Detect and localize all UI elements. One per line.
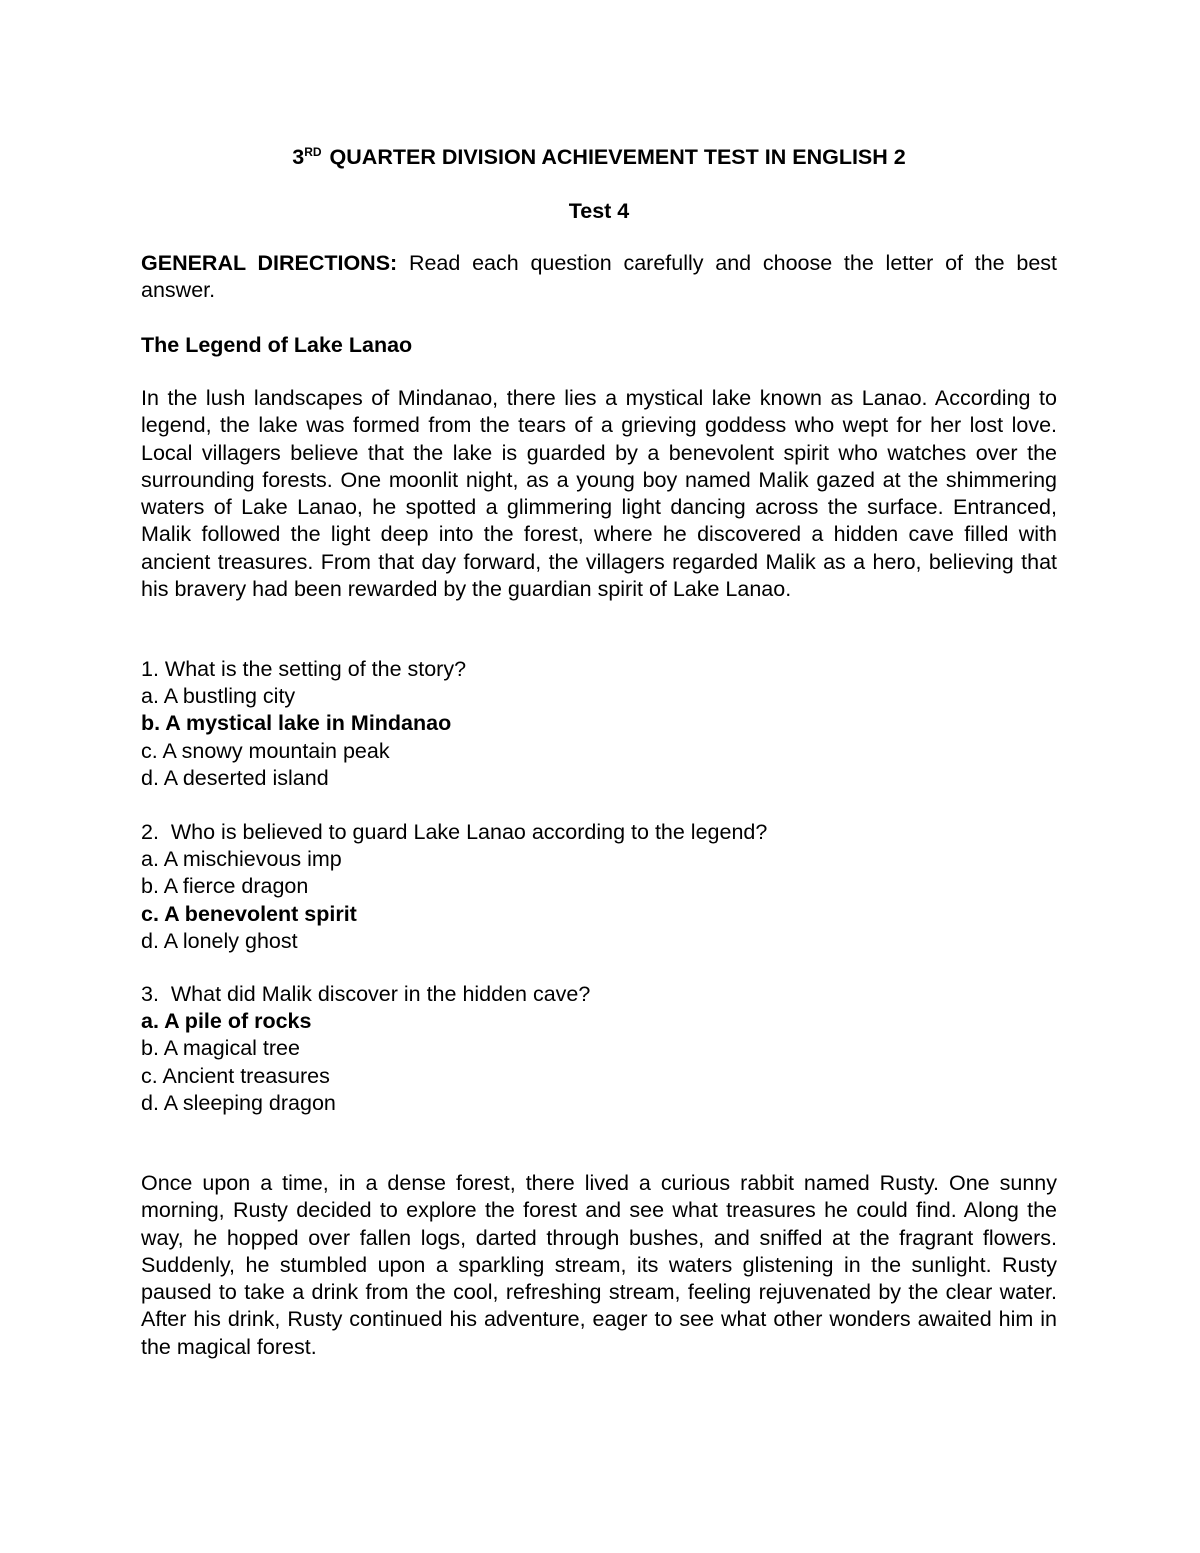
test-number: Test 4 [568,199,630,223]
question-text: 2. Who is believed to guard Lake Lanao according to the legend? [141,820,768,844]
choice-d: d. A lonely ghost [141,928,298,953]
question-text: 3. What did Malik discover in the hidden cave? [141,982,591,1006]
question-2 [141,819,1057,955]
question-1 [141,656,1057,792]
title-superscript: RD [304,145,322,159]
story-passage-2: Once upon a time, in a dense forest, there lived a curious rabbit named Rusty. One sunny morning, Rusty decided to explore the forest and see what treasures he could find. Along the way, he hopped over fallen logs, darted through bushes, and sniffed at the fragrant flowers. Suddenly, he stumbled upon a sparkling stream, its waters glistening in the sunlight. Rusty paused to take a drink from the cool, refreshing stream, feeling rejuvenated by the clear water. After his drink, Rusty continued his adventure, eager to see what other wonders awaited him in the magical forest. [141,1171,1057,1359]
choice-c: c. Ancient treasures [141,1063,330,1088]
directions-label: GENERAL DIRECTIONS: [141,251,398,275]
story-passage-1: In the lush landscapes of Mindanao, there lies a mystical lake known as Lanao. According to legend, the lake was formed from the tears of a grieving goddess who wept for her lost love. Local villagers believe that the lake is guarded by a benevolent spirit who watches over the surrounding forests. One moonlit night, as a young boy named Malik gazed at the shimmering waters of Lake Lanao, he spotted a glimmering light dancing across the surface. Entranced, Malik followed the light deep into the forest, where he discovered a hidden cave filled with ancient treasures. From that day forward, the villagers regarded Malik as a hero, believing that his bravery had been rewarded by the guardian spirit of Lake Lanao. [141,386,1057,602]
choice-b: b. A mystical lake in Mindanao [141,711,452,736]
choice-a: a. A bustling city [141,684,296,709]
choice-c: c. A benevolent spirit [141,901,357,926]
title-prefix: 3 [292,145,305,169]
general-directions [141,250,1057,305]
choice-d: d. A deserted island [141,765,329,790]
document-title [141,140,1057,177]
question-3 [141,981,1057,1117]
choice-b: b. A fierce dragon [141,874,309,899]
directions-text: Read each question carefully and choose the letter of the best answer. [141,251,1057,303]
choice-c: c. A snowy mountain peak [141,738,390,763]
choice-d: d. A sleeping dragon [141,1090,336,1115]
question-text: 1. What is the setting of the story? [141,657,467,681]
choice-a: a. A pile of rocks [141,1009,312,1034]
choice-b: b. A magical tree [141,1036,300,1061]
choice-a: a. A mischievous imp [141,847,342,872]
title-rest: QUARTER DIVISION ACHIEVEMENT TEST IN ENGLISH 2 [323,145,906,169]
story-title: The Legend of Lake Lanao [141,333,413,357]
